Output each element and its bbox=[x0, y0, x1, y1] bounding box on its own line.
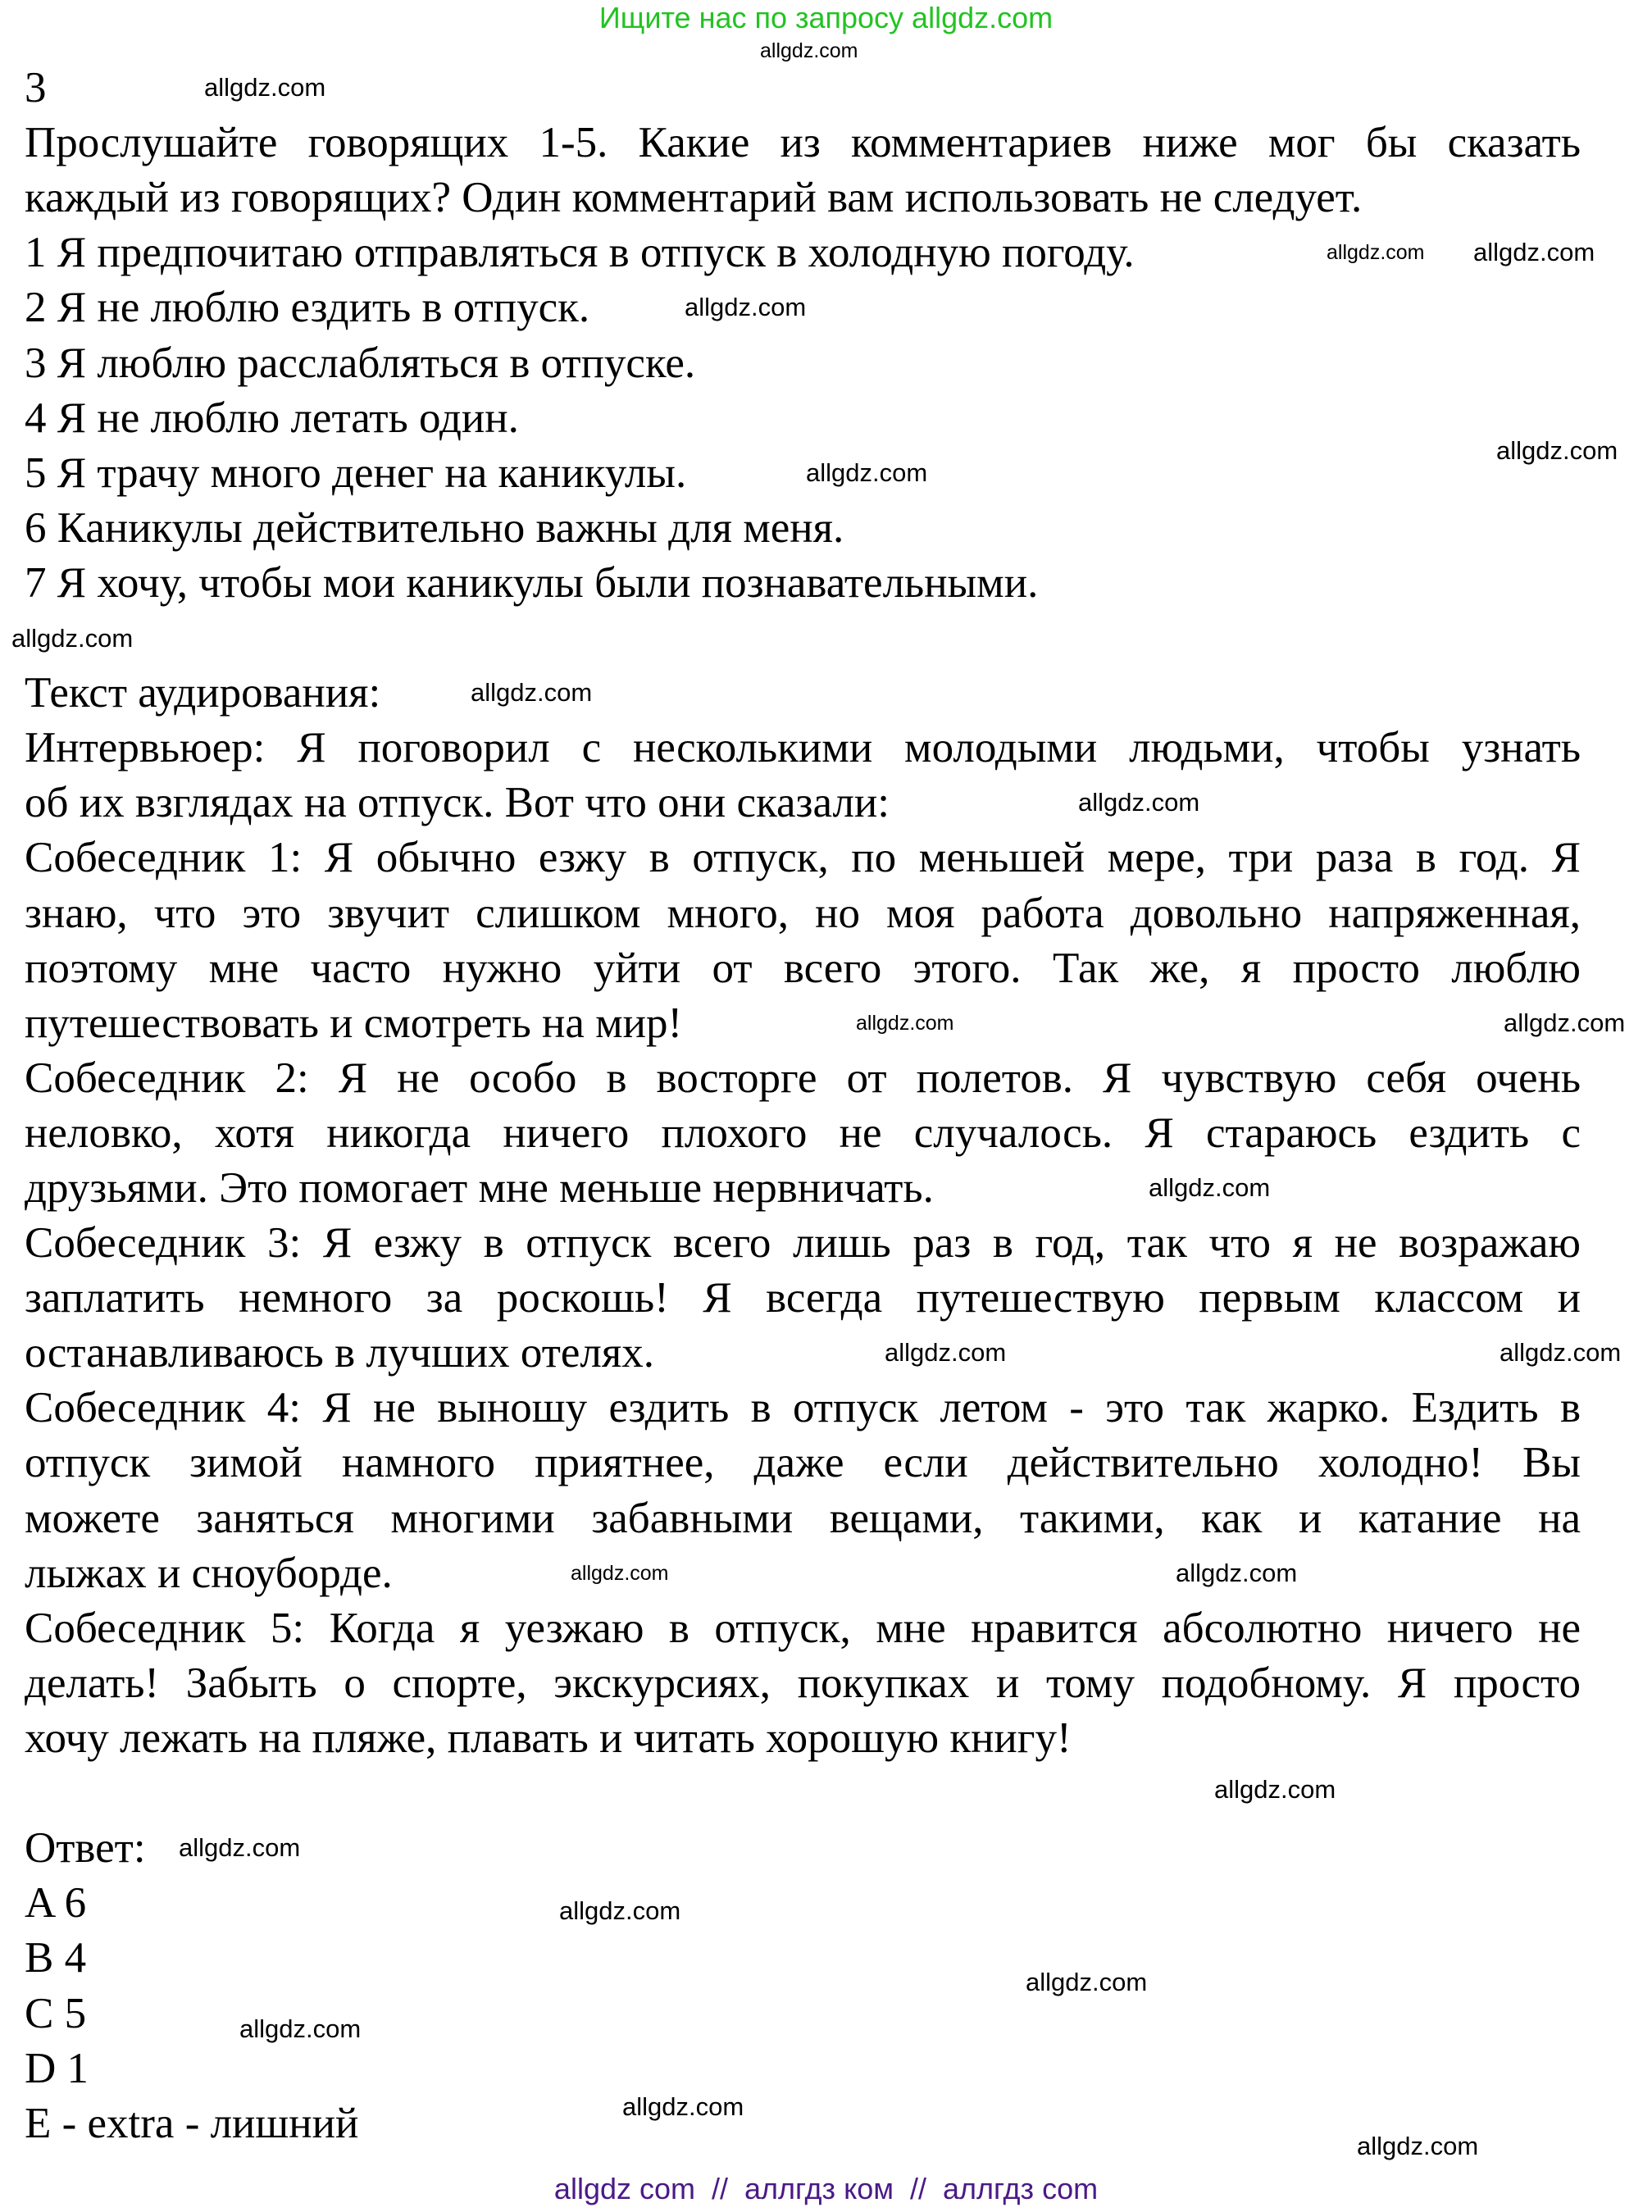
watermark: allgdz.com bbox=[685, 293, 807, 321]
text-line: 4 Я не люблю летать один. bbox=[25, 394, 519, 442]
text-line: путешествовать и смотреть на мир! bbox=[25, 999, 683, 1047]
watermark: allgdz.com bbox=[571, 1562, 669, 1585]
watermark: allgdz.com bbox=[1214, 1775, 1336, 1804]
watermark: allgdz.com bbox=[1176, 1559, 1298, 1587]
text-line: друзьями. Это помогает мне меньше нервничать. bbox=[25, 1164, 934, 1212]
watermark: allgdz.com bbox=[559, 1896, 681, 1925]
answer-line: C 5 bbox=[25, 1990, 87, 2037]
text-line: 6 Каникулы действительно важны для меня. bbox=[25, 504, 844, 552]
text-line: делать! Забыть о спорте, экскурсиях, покупках и тому подобному. Я просто bbox=[25, 1659, 1581, 1707]
answer-line: A 6 bbox=[25, 1879, 87, 1927]
text-line: Прослушайте говорящих 1-5. Какие из комментариев ниже мог бы сказать bbox=[25, 119, 1581, 166]
answer-line: Ответ: bbox=[25, 1824, 146, 1872]
text-line: Собеседник 3: Я езжу в отпуск всего лишь раз в год, так что я не возражаю bbox=[25, 1219, 1581, 1267]
watermark: allgdz.com bbox=[11, 624, 134, 653]
text-line: можете заняться многими забавными вещами, такими, как и катание на bbox=[25, 1495, 1581, 1542]
watermark: allgdz.com bbox=[1078, 788, 1200, 817]
watermark: allgdz.com bbox=[1327, 241, 1425, 264]
watermark: allgdz.com bbox=[1473, 238, 1595, 266]
watermark: allgdz.com bbox=[1500, 1338, 1622, 1367]
watermark: allgdz.com bbox=[239, 2014, 362, 2043]
text-line: останавливаюсь в лучших отелях. bbox=[25, 1329, 654, 1377]
text-line: Собеседник 5: Когда я уезжаю в отпуск, мне нравится абсолютно ничего не bbox=[25, 1604, 1581, 1652]
text-line: лыжах и сноуборде. bbox=[25, 1550, 393, 1597]
text-line: об их взглядах на отпуск. Вот что они сказали: bbox=[25, 779, 890, 826]
watermark: allgdz.com bbox=[856, 1012, 954, 1035]
watermark: allgdz.com bbox=[1149, 1173, 1271, 1202]
text-line: Собеседник 4: Я не выношу ездить в отпуск летом - это так жарко. Ездить в bbox=[25, 1384, 1581, 1431]
text-line: каждый из говорящих? Один комментарий вам использовать не следует. bbox=[25, 174, 1363, 221]
answer-line: B 4 bbox=[25, 1934, 87, 1982]
watermark: allgdz.com bbox=[622, 2092, 744, 2121]
text-line: Собеседник 1: Я обычно езжу в отпуск, по меньшей мере, три раза в год. Я bbox=[25, 834, 1581, 881]
text-line: 2 Я не люблю ездить в отпуск. bbox=[25, 284, 590, 331]
answer-line: E - extra - лишний bbox=[25, 2100, 359, 2147]
watermark: allgdz.com bbox=[1357, 2132, 1479, 2160]
text-line: неловко, хотя никогда ничего плохого не случалось. Я стараюсь ездить с bbox=[25, 1109, 1581, 1157]
text-line: поэтому мне часто нужно уйти от всего этого. Так же, я просто люблю bbox=[25, 944, 1581, 992]
text-line: 5 Я трачу много денег на каникулы. bbox=[25, 449, 687, 497]
watermark: allgdz.com bbox=[1496, 436, 1618, 465]
watermark: allgdz.com bbox=[179, 1833, 301, 1862]
watermark: allgdz.com bbox=[204, 73, 326, 102]
watermark: allgdz.com bbox=[760, 39, 858, 62]
footer-banner: allgdz com // аллгдз ком // аллгдз com bbox=[553, 2172, 1099, 2205]
watermark: allgdz.com bbox=[1504, 1008, 1626, 1037]
watermark: allgdz.com bbox=[885, 1338, 1007, 1367]
task-number: 3 bbox=[25, 64, 47, 112]
answer-line: D 1 bbox=[25, 2045, 89, 2092]
text-line: 3 Я люблю расслабляться в отпуске. bbox=[25, 339, 696, 387]
text-line: Собеседник 2: Я не особо в восторге от полетов. Я чувствую себя очень bbox=[25, 1054, 1581, 1102]
text-line: 1 Я предпочитаю отправляться в отпуск в холодную погоду. bbox=[25, 229, 1135, 276]
text-line: Интервьюер: Я поговорил с несколькими молодыми людьми, чтобы узнать bbox=[25, 724, 1581, 771]
text-line: Текст аудирования: bbox=[25, 669, 381, 717]
watermark: allgdz.com bbox=[1026, 1968, 1148, 1996]
text-line: знаю, что это звучит слишком много, но моя работа довольно напряженная, bbox=[25, 890, 1581, 937]
watermark: allgdz.com bbox=[471, 678, 593, 707]
top-banner: Ищите нас по запросу allgdz.com bbox=[598, 1, 1054, 34]
text-line: 7 Я хочу, чтобы мои каникулы были познавательными. bbox=[25, 559, 1039, 607]
watermark: allgdz.com bbox=[806, 458, 928, 487]
text-line: отпуск зимой намного приятнее, даже если действительно холодно! Вы bbox=[25, 1439, 1581, 1486]
text-line: заплатить немного за роскошь! Я всегда путешествую первым классом и bbox=[25, 1274, 1581, 1322]
text-line: хочу лежать на пляже, плавать и читать хорошую книгу! bbox=[25, 1714, 1072, 1762]
